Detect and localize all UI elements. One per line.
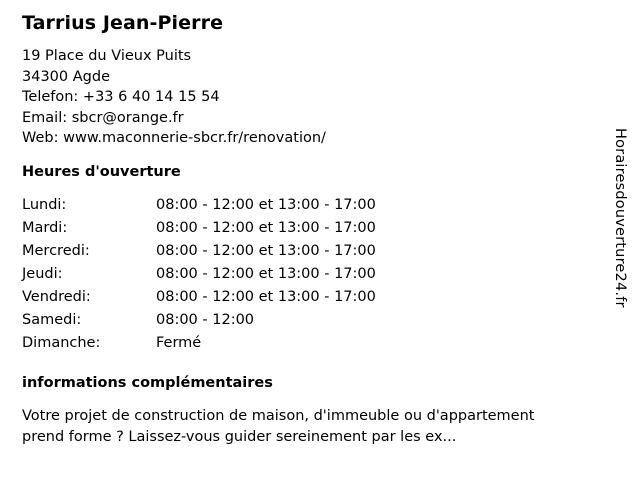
hours-time-value: 08:00 - 12:00 et 13:00 - 17:00 (156, 196, 376, 213)
additional-info-heading: informations complémentaires (22, 374, 273, 391)
table-row (22, 310, 376, 333)
table-row (22, 195, 376, 218)
hours-day-label: Dimanche: (22, 334, 101, 351)
table-row (22, 241, 376, 264)
hours-time-value: 08:00 - 12:00 et 13:00 - 17:00 (156, 265, 376, 282)
hours-time-value: 08:00 - 12:00 (156, 311, 255, 328)
hours-time-value: Fermé (156, 334, 202, 351)
web-line: Web: www.maconnerie-sbcr.fr/renovation/ (22, 130, 326, 146)
hours-day-label: Samedi: (22, 311, 82, 328)
hours-time-value: 08:00 - 12:00 et 13:00 - 17:00 (156, 242, 376, 259)
phone-line: Telefon: +33 6 40 14 15 54 (22, 89, 220, 105)
email-line: Email: sbcr@orange.fr (22, 109, 184, 126)
hours-day-label: Vendredi: (22, 288, 91, 305)
hours-day-label: Jeudi: (22, 265, 63, 282)
address-street: 19 Place du Vieux Puits (22, 48, 192, 64)
table-row (22, 333, 376, 356)
table-row (22, 218, 376, 241)
page-title: Tarrius Jean-Pierre (22, 12, 224, 34)
table-row (22, 287, 376, 310)
brand-watermark: Horairesdouverture24.fr (612, 128, 628, 308)
opening-hours-heading: Heures d'ouverture (22, 163, 181, 180)
contact-block (22, 46, 592, 149)
hours-day-label: Mardi: (22, 219, 68, 236)
hours-day-label: Lundi: (22, 196, 67, 213)
opening-hours-table (22, 195, 376, 356)
address-city: 34300 Agde (22, 68, 110, 85)
table-row (22, 264, 376, 287)
hours-day-label: Mercredi: (22, 242, 90, 259)
hours-time-value: 08:00 - 12:00 et 13:00 - 17:00 (156, 288, 376, 305)
additional-info-text: Votre projet de construction de maison, d'immeuble ou d'appartement prend forme ? Laissez-vous guider sereinement par les ex... (22, 407, 535, 445)
content-column (22, 12, 592, 448)
hours-time-value: 08:00 - 12:00 et 13:00 - 17:00 (156, 219, 376, 236)
